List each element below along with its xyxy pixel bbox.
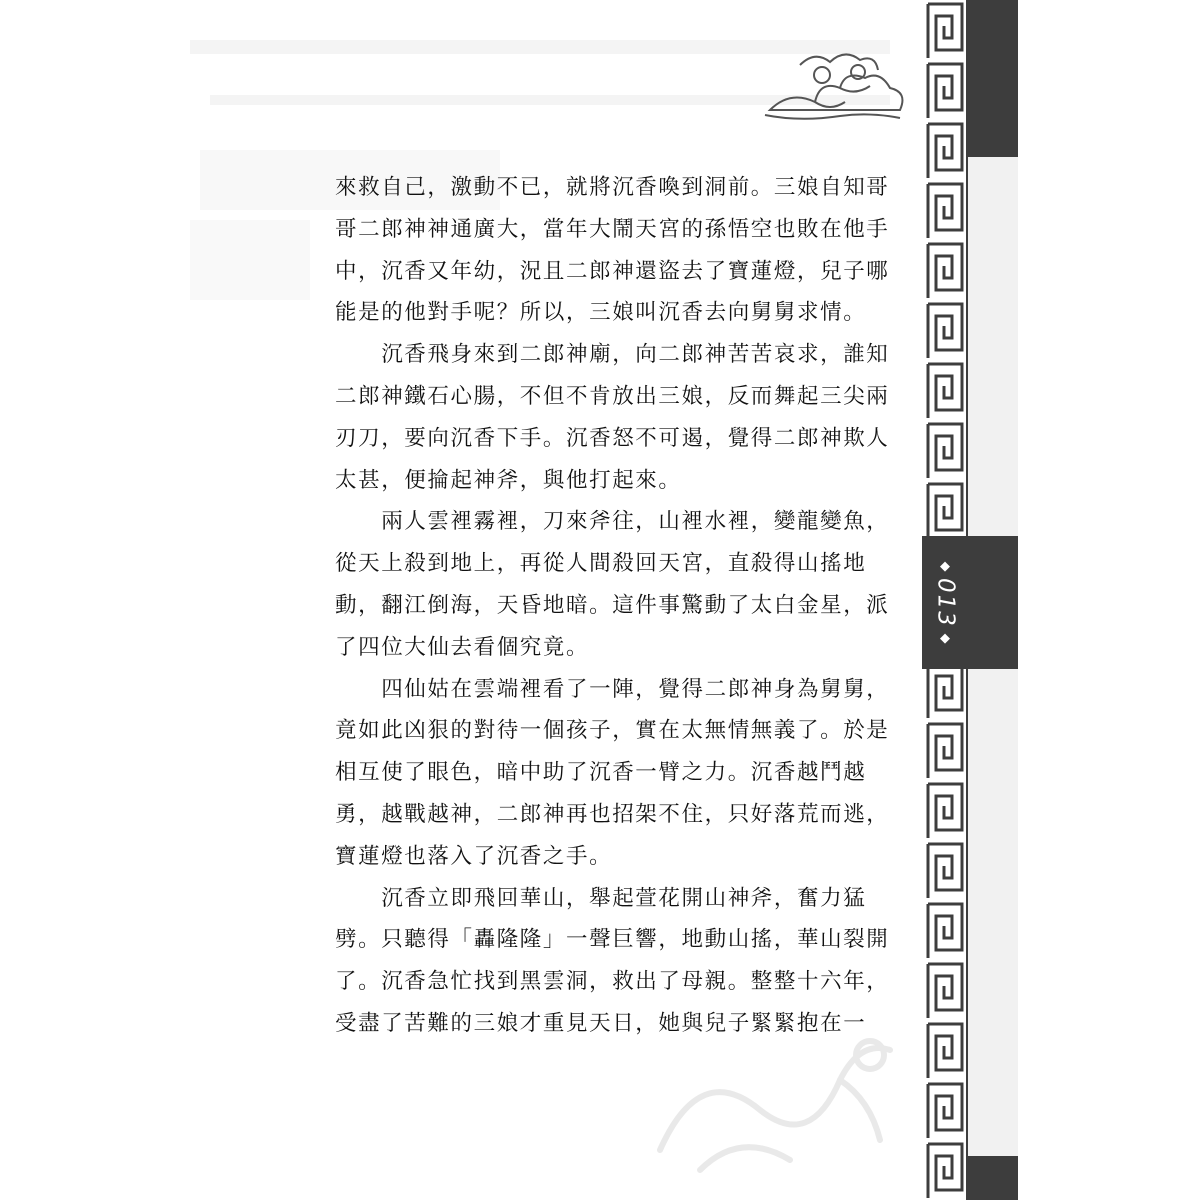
page-number-digits: 013 [932, 578, 959, 628]
text-line: 兩人雲裡霧裡，刀來斧往，山裡水裡，變龍變魚， [335, 509, 890, 535]
text-line: 了。沉香急忙找到黑雲洞，救出了母親。整整十六年， [335, 969, 890, 995]
text-line: 二郎神鐵石心腸，不但不肯放出三娘，反而舞起三尖兩 [335, 383, 890, 409]
text-line: 四仙姑在雲端裡看了一陣，覺得二郎神身為舅舅， [335, 676, 890, 702]
text-line: 動，翻江倒海，天昏地暗。這件事驚動了太白金星，派 [335, 592, 890, 618]
text-line: 劈。只聽得「轟隆隆」一聲巨響，地動山搖，華山裂開 [335, 927, 890, 953]
body-text [335, 167, 890, 1045]
text-line: 從天上殺到地上，再從人間殺回天宮，直殺得山搖地 [335, 551, 867, 577]
text-line: 了四位大仙去看個究竟。 [335, 634, 590, 660]
diamond-icon: ◆ [940, 559, 950, 575]
text-line: 竟如此凶狠的對待一個孩子，實在太無情無義了。於是 [335, 718, 890, 744]
page-number [922, 548, 968, 658]
cloud-ornament-icon [760, 30, 910, 130]
text-line: 太甚，便掄起神斧，與他打起來。 [335, 467, 682, 493]
text-line: 能是的他對手呢？所以，三娘叫沉香去向舅舅求情。 [335, 300, 867, 326]
text-line: 刃刀，要向沉香下手。沉香怒不可遏，覺得二郎神欺人 [335, 425, 890, 451]
text-line: 寶蓮燈也落入了沉香之手。 [335, 843, 613, 869]
text-line: 相互使了眼色，暗中助了沉香一臂之力。沉香越鬥越 [335, 760, 867, 786]
text-line: 受盡了苦難的三娘才重見天日，她與兒子緊緊抱在一 [335, 1010, 867, 1036]
text-line: 勇，越戰越神，二郎神再也招架不住，只好落荒而逃， [335, 801, 890, 827]
border-bottom-tab [968, 1156, 1018, 1200]
text-line: 哥二郎神神通廣大，當年大鬧天宮的孫悟空也敗在他手 [335, 216, 890, 242]
border-top-tab [968, 0, 1018, 157]
text-line: 沉香飛身來到二郎神廟，向二郎神苦苦哀求，誰知 [335, 342, 890, 368]
text-line: 來救自己，激動不已，就將沉香喚到洞前。三娘自知哥 [335, 175, 890, 200]
text-line: 沉香立即飛回華山，舉起萱花開山神斧，奮力猛 [335, 885, 867, 911]
diamond-icon: ◆ [940, 630, 950, 646]
text-line: 中，沉香又年幼，況且二郎神還盜去了寶蓮燈，兒子哪 [335, 258, 890, 284]
